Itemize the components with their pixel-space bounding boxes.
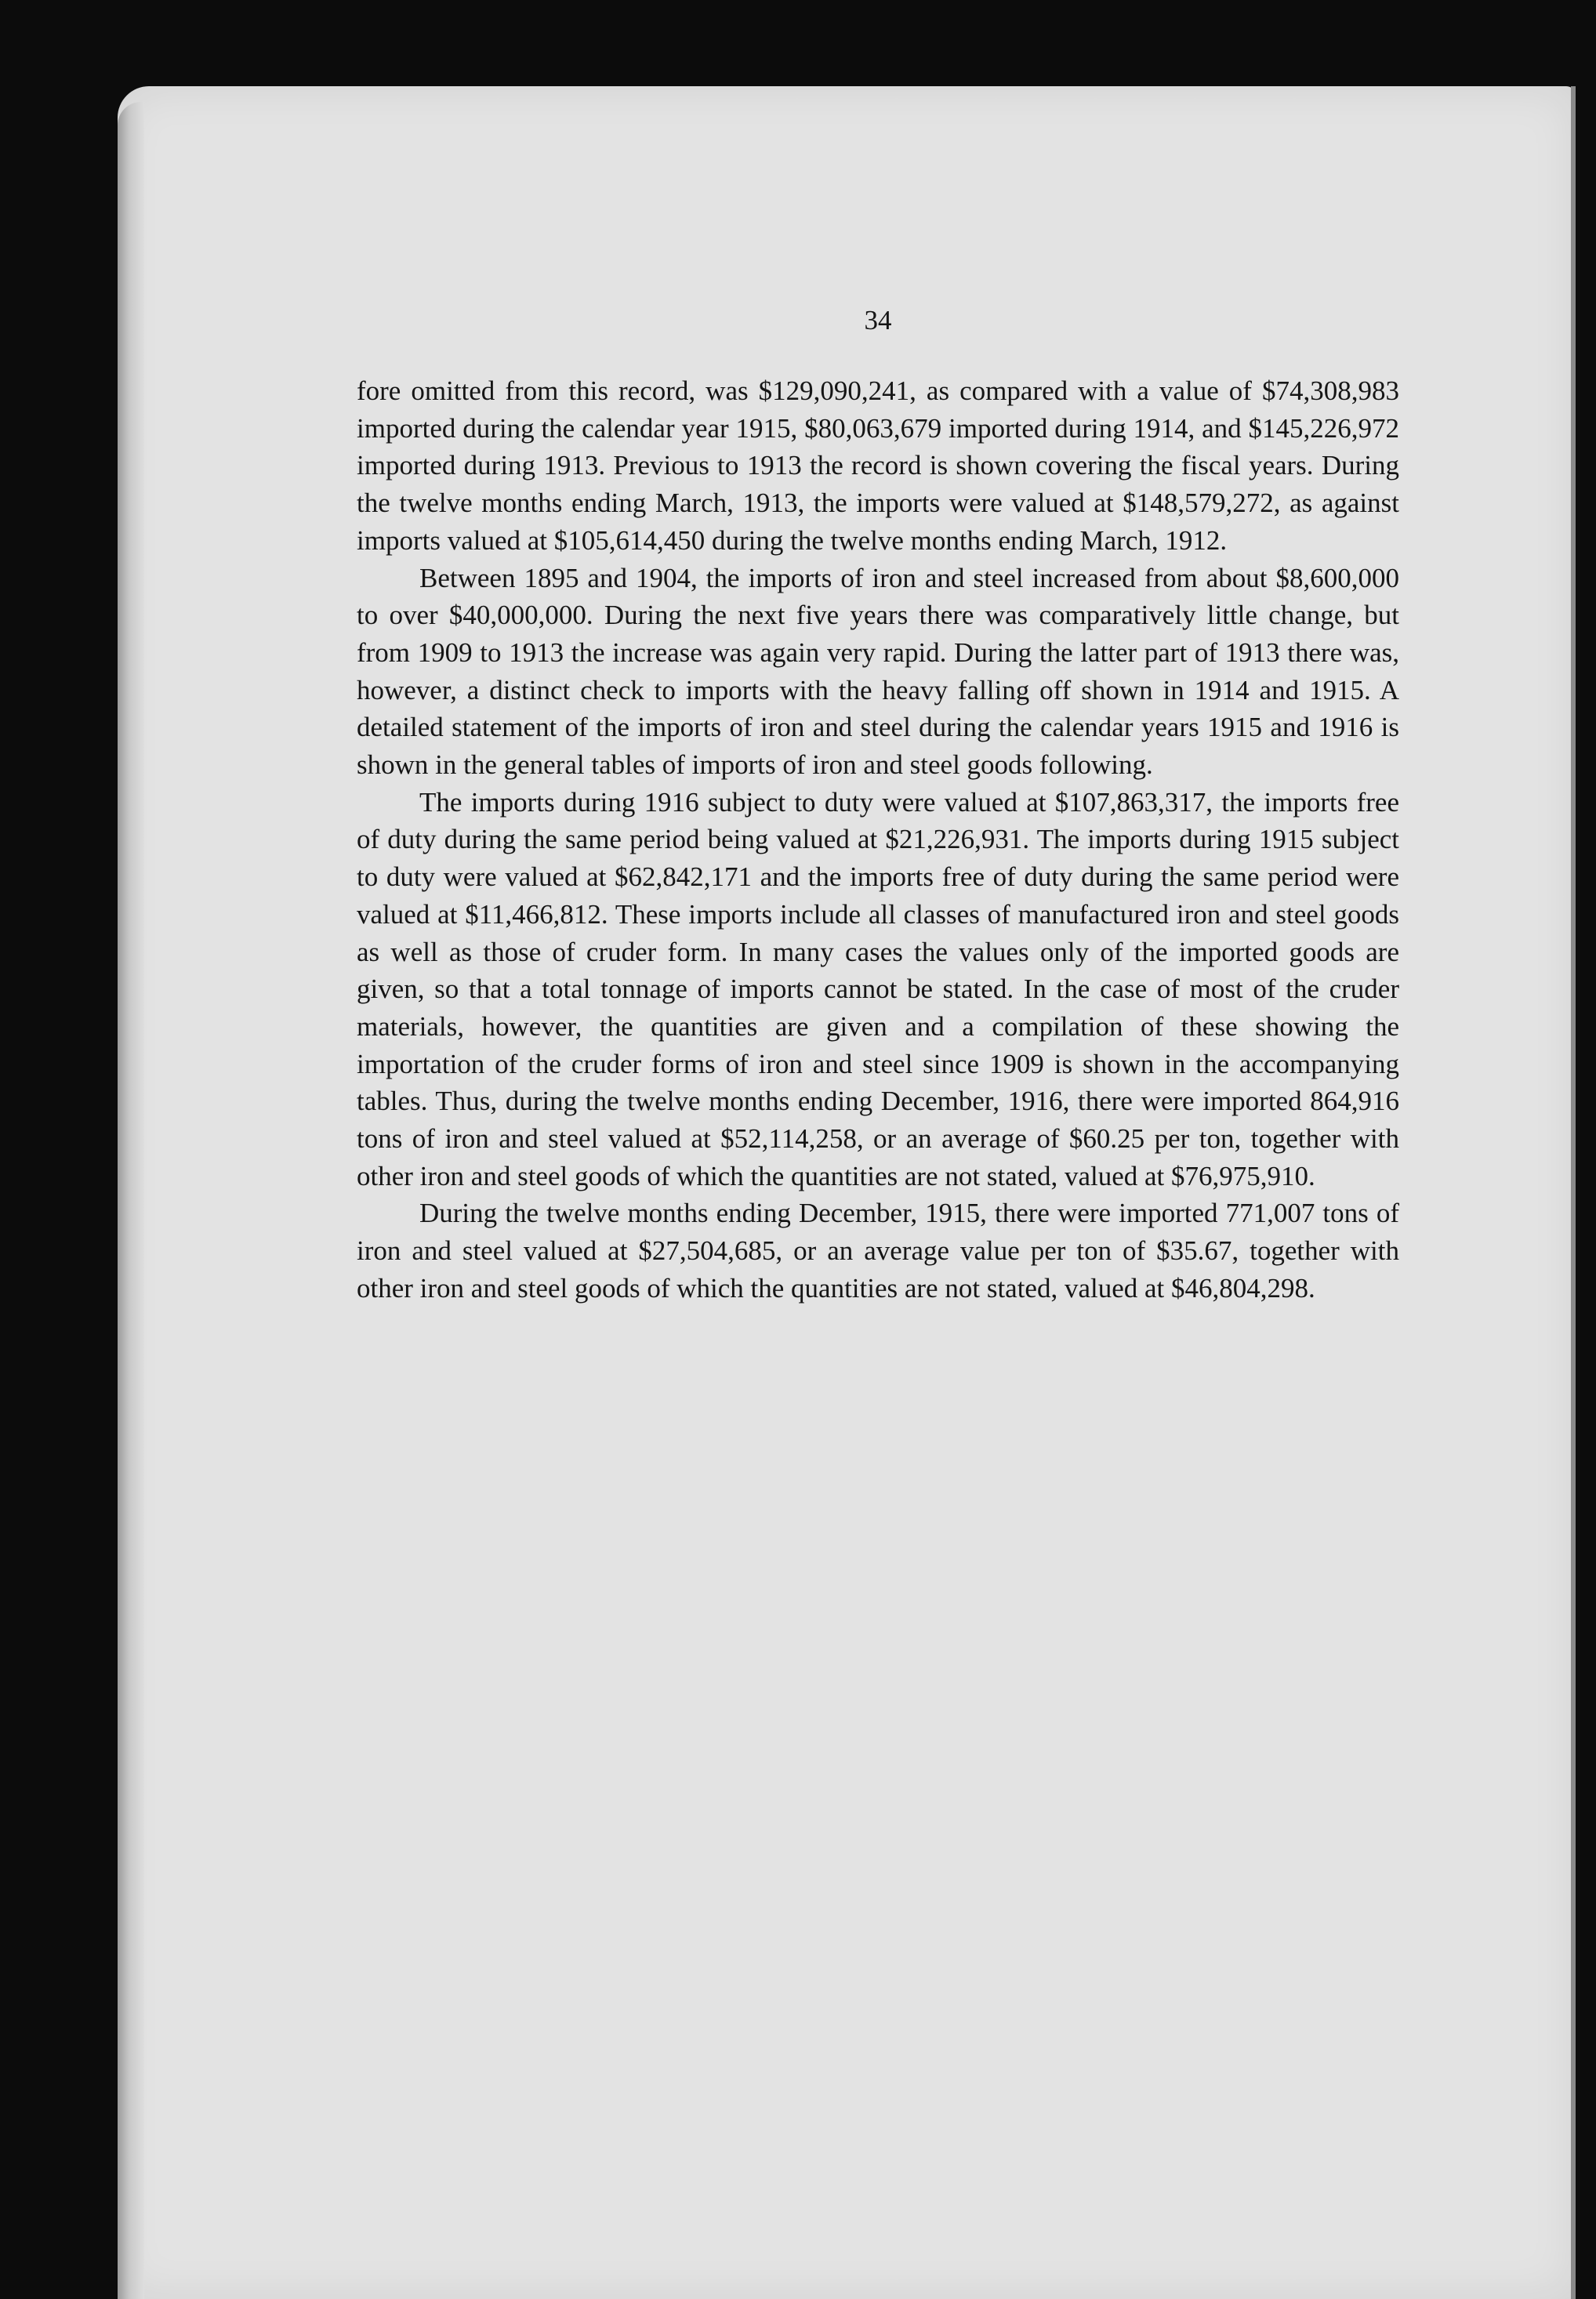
paragraph-4: During the twelve months ending December, 1915, there were imported 771,007 tons of iron and steel valued at $27,504,685, or an average value per ton of $35.67, together with other iron and steel goods of which the quantities are not stated, valued at $46,804,298. [357,1198,1399,1304]
page-right-edge [1571,86,1576,2299]
page-binding-edge [118,102,144,2299]
paragraph-2: Between 1895 and 1904, the imports of iron and steel increased from about $8,600,000 to over $40,000,000. During the next five years there was comparatively little change, but from 1909 to 1913 the increase was again very rapid. During the latter part of 1913 there was, however, a distinct check to imports with the heavy falling off shown in 1914 and 1915. A detailed statement of the imports of iron and steel during the calendar years 1915 and 1916 is shown in the general tables of imports of iron and steel goods following. [357,562,1399,781]
page-number: 34 [864,305,892,335]
paragraph-3: The imports during 1916 subject to duty were valued at $107,863,317, the imports free of duty during the same period being valued at $21,226,931. The imports during 1915 subject to duty were valued at $62,842,171 and the imports free of duty during the same period were valued at $11,466,812. These imports include all classes of manufactured iron and steel goods as well as those of cruder form. In many cases the values only of the imported goods are given, so that a total tonnage of imports cannot be stated. In the case of most of the cruder materials, however, the quantities are given and a compilation of these showing the importation of the cruder forms of iron and steel since 1909 is shown in the accompanying tables. Thus, during the twelve months ending December, 1916, there were imported 864,916 tons of iron and steel valued at $52,114,258, or an average of $60.25 per ton, together with other iron and steel goods of which the quantities are not stated, valued at $76,975,910. [357,786,1399,1191]
paragraph-1: fore omitted from this record, was $129,090,241, as compared with a value of $74,308,983 imported during the calendar year 1915, $80,063,679 imported during 1914, and $145,226,972 imported during 1913. Previous to 1913 the record is shown covering the fiscal years. During the twelve months ending March, 1913, the imports were valued at $148,579,272, as against imports valued at $105,614,450 during the twelve months ending March, 1912. [357,375,1399,556]
page-content [357,302,1399,1307]
